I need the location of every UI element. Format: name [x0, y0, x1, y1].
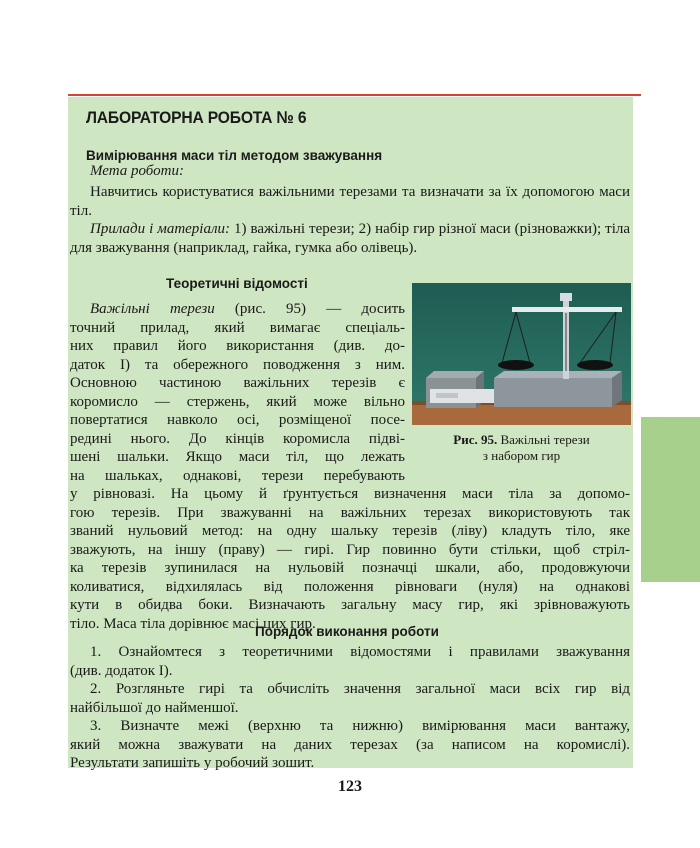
theory-line: зважують, на іншу (праву) — гирі. Гир повинно бути стільки, щоб стріл- [70, 541, 630, 558]
theory-line: коромисло — стержень, який може вільно [70, 393, 405, 410]
theory-line: кути в обидва боки. Визначають загальну масу гир, які зрівноважують [70, 597, 630, 613]
procedure-line: найбільшої до найменшої. [70, 699, 239, 716]
equipment-paragraph [70, 220, 630, 257]
page-number: 123 [338, 778, 362, 795]
theory-line: у рівновазі. На цьому й ґрунтується визначення маси тіла за допомо- [70, 486, 630, 502]
theory-line: гою терезів. При зважуванні на важільних терезах використовують так [70, 504, 630, 521]
theory-line: даток І) та обережного поводження з ним. [70, 356, 405, 373]
figure-caption-line2: з набором гир [482, 448, 561, 463]
figure-caption-text: Важільні терези [497, 432, 590, 447]
procedure-line: Результати запишіть у робочий зошит. [70, 755, 315, 771]
theory-line: коливатися, відхилялась від положення рівноваги (нуля) на однакові [70, 578, 630, 595]
theory-line: Важільні терези (рис. 95) — досить [90, 301, 405, 317]
procedure-line: 3. Визначте межі (верхню та нижню) вимірювання маси вантажу, [90, 718, 630, 734]
procedure-line: (див. додаток І). [70, 662, 173, 679]
figure-caption [412, 432, 631, 464]
theory-line: званий нульовий метод: на одну шальку терезів (ліву) кладуть тіло, яке [70, 523, 630, 539]
page-title: ЛАБОРАТОРНА РОБОТА № 6 [86, 108, 307, 127]
header-rule [68, 94, 641, 96]
procedure-line: 2. Розгляньте гирі та обчисліть значення загальної маси всіх гир від [90, 681, 630, 697]
equipment-text: 1) важільні терези; 2) набір гир різної маси (різноважки); тіла для зважування (наприклад, гайка, гумка або олівець). [70, 221, 630, 256]
theory-line: повертатися навколо осі, розміщеної посе- [70, 412, 405, 428]
theory-line: ка терезів зупинилася на нульовій позначці шкали, або, продовжуючи [70, 560, 630, 576]
theory-line: них правил його використання (див. до- [70, 338, 405, 354]
theory-line: Основною частиною важільних терезів є [70, 375, 405, 391]
theory-line: шені шальки. Якщо маси тіл, що лежать [70, 449, 405, 465]
equipment-label: Прилади і матеріали: [90, 221, 231, 237]
procedure-line: який можна зважувати на даних терезах (за написом на коромислі). [70, 736, 630, 753]
theory-term: Важільні терези [90, 301, 215, 317]
balance-scale-photo [412, 283, 631, 425]
procedure-line: 1. Ознайомтеся з теоретичними відомостями і правилами зважування [90, 644, 630, 660]
theory-line: точний прилад, який вимагає спеціаль- [70, 319, 405, 336]
theory-heading: Теоретичні відомості [166, 276, 308, 291]
goal-label: Мета роботи: [90, 163, 184, 179]
goal-text: Навчитись користуватися важільними терезами та визначати за їх допомогою маси тіл. [70, 184, 630, 219]
side-tab [641, 417, 700, 582]
page-subtitle: Вимірювання маси тіл методом зважування [86, 148, 383, 163]
procedure-heading: Порядок виконання роботи [255, 624, 439, 639]
theory-line: тіло. Маса тіла дорівнює масі цих гир. [70, 615, 316, 632]
theory-line: редині нього. До кінців коромисла підві- [70, 430, 405, 447]
theory-line: на шальках, однакові, терези перебувають [70, 467, 405, 484]
figure-label: Рис. 95. [453, 432, 498, 447]
